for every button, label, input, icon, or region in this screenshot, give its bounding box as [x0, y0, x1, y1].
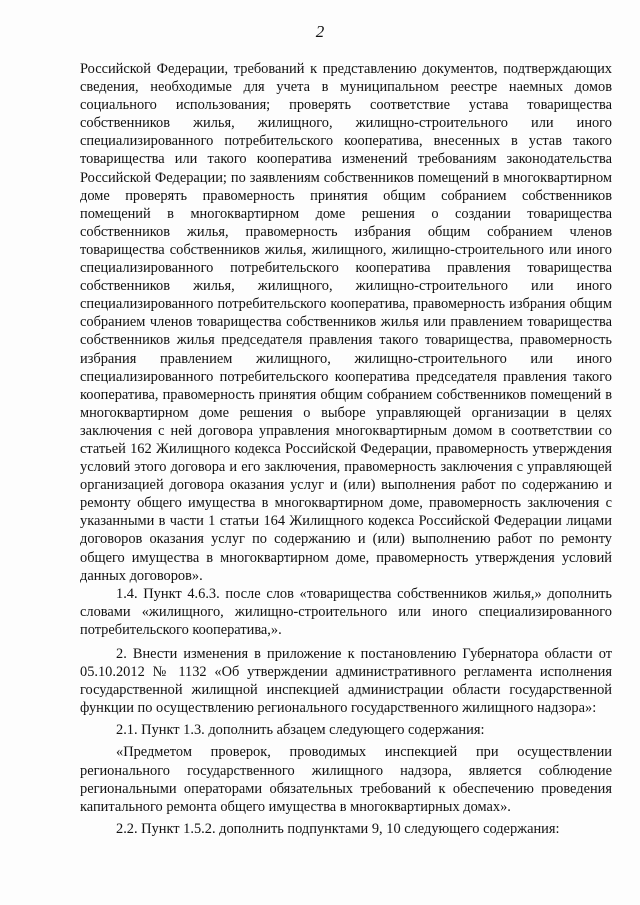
paragraph-quote: «Предметом проверок, проводимых инспекцией при осуществлении регионального государственного жилищного надзора, является соблюдение региональными операторами обязательных требований к обеспечению проведения капитального ремонта общего имущества в многоквартирных домах».	[80, 744, 612, 815]
document-body	[80, 60, 612, 838]
paragraph-2: 2. Внести изменения в приложение к постановлению Губернатора области от 05.10.2012 № 1132 «Об утверждении административного регламента исполнения государственной жилищной инспекцией администрации области государственной функции по осуществлению регионального государственного жилищного надзора»:	[80, 646, 612, 717]
paragraph-1-4: 1.4. Пункт 4.6.3. после слов «товарищества собственников жилья,» дополнить словами «жилищного, жилищно-строительного или иного специализированного потребительского кооператива,».	[80, 585, 612, 638]
paragraph-2-1: 2.1. Пункт 1.3. дополнить абзацем следующего содержания:	[116, 722, 485, 739]
page-number: 2	[315, 22, 325, 41]
paragraph-continuation: Российской Федерации, требований к представлению документов, подтверждающих сведения, необходимые для учета в муниципальном реестре наемных домов социального использования; проверять соответствие устава товарищества собственников жилья, жилищного, жилищно-строительного или иного специализированного потребительского кооператива, внесенных в устав такого товарищества или такого кооператива изменений требованиям законодательства Российской Федерации; по заявлениям собственников помещений в многоквартирном доме проверять правомерность принятия общим собранием собственников помещений в многоквартирном доме решения о создании товарищества собственников жилья, правомерность избрания общим собранием членов товарищества собственников жилья, жилищного, жилищно-строительного или иного специализированного потребительского кооператива правления товарищества собственников жилья, жилищного, жилищно-строительного или иного специализированного потребительского кооператива, правомерность избрания общим собранием членов товарищества собственников жилья или правлением товарищества собственников жилья председателя правления такого товарищества, правомерность избрания правлением жилищного, жилищно-строительного или иного специализированного потребительского кооператива председателя правления такого кооператива, правомерность принятия общим собранием собственников помещений в многоквартирном доме решения о выборе управляющей организации в целях заключения с ней договора управления многоквартирным домом в соответствии со статьей 162 Жилищного кодекса Российской Федерации, правомерность утверждения условий этого договора и его заключения, правомерность заключения с управляющей организацией договора оказания услуг и (или) выполнения работ по содержанию и ремонту общего имущества в многоквартирном доме, правомерность заключения с указанными в части 1 статьи 164 Жилищного кодекса Российской Федерации лицами договоров оказания услуг по содержанию и (или) выполнению работ по ремонту общего имущества в многоквартирном доме, правомерность утверждения условий данных договоров».	[80, 61, 612, 584]
paragraph-2-2: 2.2. Пункт 1.5.2. дополнить подпунктами 9, 10 следующего содержания:	[116, 820, 560, 837]
